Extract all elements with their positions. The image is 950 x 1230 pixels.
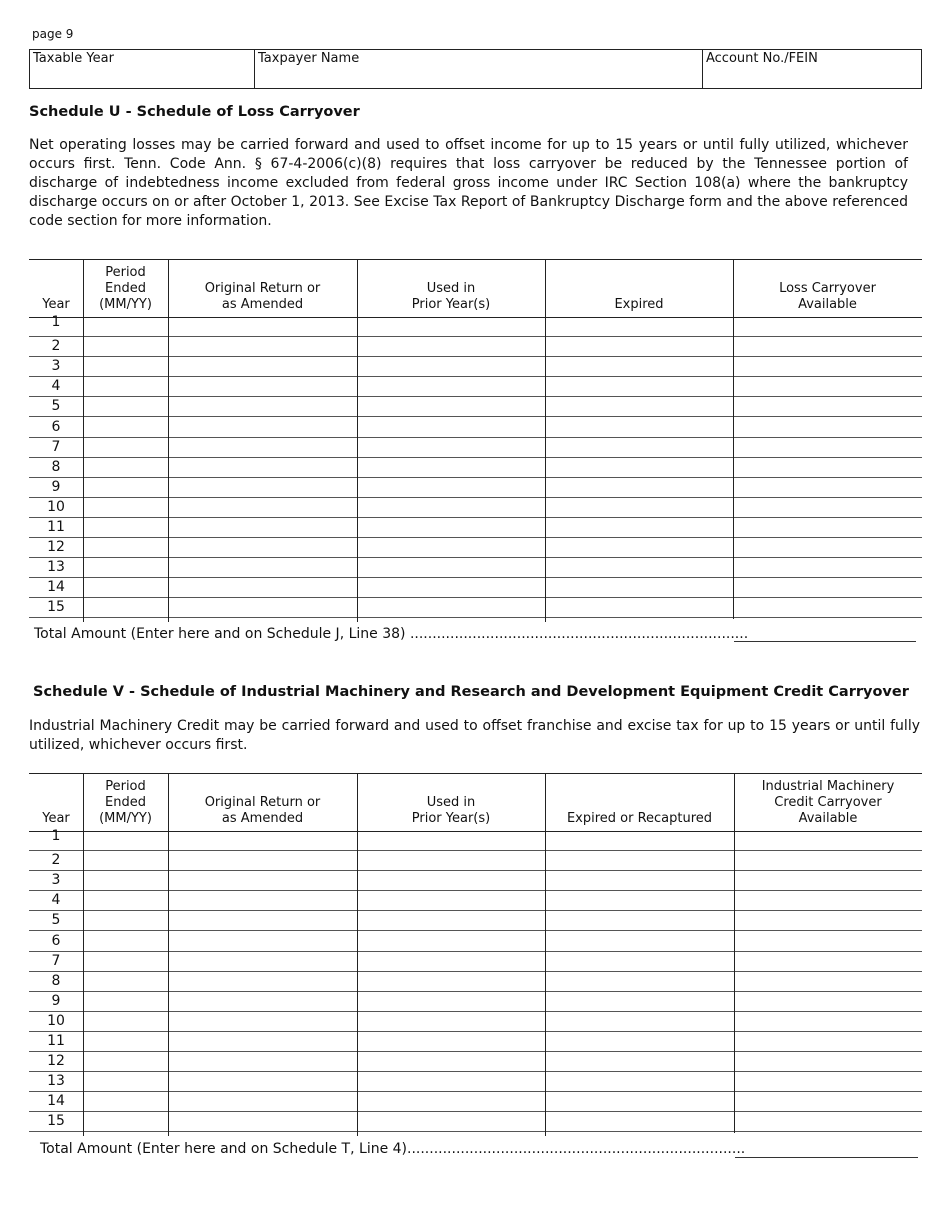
year-number: 7: [51, 952, 61, 969]
column-header-3: Used in Prior Year(s): [411, 795, 491, 826]
year-number: 14: [47, 579, 65, 596]
table-row[interactable]: [29, 498, 922, 518]
column-divider: [733, 259, 734, 619]
column-divider: [168, 773, 169, 1136]
table-row[interactable]: [29, 891, 922, 911]
table-row[interactable]: [29, 518, 922, 538]
year-number: 13: [47, 559, 65, 576]
table-row[interactable]: [29, 1072, 922, 1092]
taxpayer-name-label: Taxpayer Name: [258, 51, 360, 66]
account-no-label: Account No./FEIN: [706, 51, 818, 66]
schedule-v-title: Schedule V - Schedule of Industrial Machinery and Research and Development Equipment Credit Carryover: [33, 684, 909, 700]
table-header-row: [29, 259, 922, 318]
account-no-field[interactable]: [703, 50, 921, 88]
year-number: 15: [47, 599, 65, 616]
table-row[interactable]: [29, 478, 922, 498]
column-divider: [734, 773, 735, 1133]
column-header-2: Original Return or as Amended: [204, 281, 321, 312]
year-number: 13: [47, 1073, 65, 1090]
year-number: 4: [51, 378, 61, 395]
table-row[interactable]: [29, 1112, 922, 1132]
year-number: 3: [51, 872, 61, 889]
column-header-4: Expired or Recaptured: [566, 811, 713, 826]
year-number: 9: [51, 478, 61, 495]
column-divider: [545, 259, 546, 622]
column-divider: [357, 773, 358, 1136]
table-row[interactable]: [29, 972, 922, 992]
schedule-u-title: Schedule U - Schedule of Loss Carryover: [29, 104, 360, 120]
schedule-u-table: [29, 259, 922, 621]
column-header-2: Original Return or as Amended: [204, 795, 321, 826]
table-row[interactable]: [29, 397, 922, 417]
table-row[interactable]: [29, 1012, 922, 1032]
column-header-0: Year: [42, 297, 70, 312]
year-number: 1: [51, 828, 61, 844]
schedule-u-total-label: Total Amount (Enter here and on Schedule J, Line 38) ............................................................................: [34, 626, 749, 642]
year-number: 11: [47, 1033, 65, 1049]
year-number: 5: [51, 912, 61, 929]
table-row[interactable]: [29, 458, 922, 478]
year-number: 6: [51, 932, 61, 949]
year-number: 2: [51, 852, 61, 869]
table-row[interactable]: [29, 357, 922, 377]
column-divider: [83, 773, 84, 1136]
year-number: 9: [51, 992, 61, 1009]
table-row[interactable]: [29, 314, 922, 337]
year-number: 4: [51, 892, 61, 909]
column-header-5: Loss Carryover Available: [779, 281, 876, 312]
column-header-4: Expired: [614, 297, 664, 312]
year-number: 8: [51, 972, 61, 989]
column-header-0: Year: [42, 811, 70, 826]
schedule-u-description: Net operating losses may be carried forward and used to offset income for up to 15 years or until fully utilized, whichever occurs first. Tenn. Code Ann. § 67-4-2006(c)(8) requires that loss carryover be reduced by the Tennessee portion of discharge of indebtedness income excluded from federal gross income under IRC Section 108(a) where the bankruptcy discharge occurs on or after October 1, 2013. See Excise Tax Report of Bankruptcy Discharge form and the above referenced code section for more information.: [29, 137, 908, 229]
table-header-row: [29, 773, 922, 832]
table-row[interactable]: [29, 418, 922, 438]
table-row[interactable]: [29, 992, 922, 1012]
column-divider: [545, 773, 546, 1136]
year-number: 6: [51, 418, 61, 435]
taxpayer-name-field[interactable]: [255, 50, 703, 88]
year-number: 5: [51, 398, 61, 415]
table-row[interactable]: [29, 337, 922, 357]
table-row[interactable]: [29, 871, 922, 891]
header-fields: [29, 49, 922, 89]
table-row[interactable]: [29, 851, 922, 871]
table-row[interactable]: [29, 578, 922, 598]
column-divider: [357, 259, 358, 622]
column-header-1: Period Ended (MM/YY): [99, 265, 152, 312]
year-number: 10: [47, 498, 65, 515]
column-divider: [83, 259, 84, 622]
table-row[interactable]: [29, 1092, 922, 1112]
table-row[interactable]: [29, 1052, 922, 1072]
table-row[interactable]: [29, 932, 922, 952]
taxable-year-field[interactable]: [30, 50, 255, 88]
column-header-5: Industrial Machinery Credit Carryover Available: [761, 779, 895, 826]
year-number: 10: [47, 1012, 65, 1029]
column-header-3: Used in Prior Year(s): [411, 281, 491, 312]
column-header-1: Period Ended (MM/YY): [99, 779, 152, 826]
table-row[interactable]: [29, 911, 922, 931]
schedule-v-description: Industrial Machinery Credit may be carried forward and used to offset franchise and excise tax for up to 15 years or until fully utilized, whichever occurs first.: [29, 718, 920, 753]
table-row[interactable]: [29, 538, 922, 558]
year-number: 2: [51, 338, 61, 355]
column-divider: [168, 259, 169, 622]
page-number: page 9: [32, 27, 74, 41]
year-number: 3: [51, 358, 61, 375]
year-number: 14: [47, 1093, 65, 1110]
table-row[interactable]: [29, 828, 922, 851]
schedule-v-total-label: Total Amount (Enter here and on Schedule T, Line 4)............................................................................: [40, 1141, 746, 1157]
table-row[interactable]: [29, 558, 922, 578]
year-number: 15: [47, 1113, 65, 1130]
schedule-v-table: [29, 773, 922, 1135]
table-row[interactable]: [29, 377, 922, 397]
taxable-year-label: Taxable Year: [33, 51, 114, 66]
table-row[interactable]: [29, 952, 922, 972]
year-number: 11: [47, 519, 65, 535]
table-row[interactable]: [29, 1032, 922, 1052]
table-row[interactable]: [29, 598, 922, 618]
year-number: 12: [47, 1053, 65, 1070]
year-number: 7: [51, 438, 61, 455]
schedule-u-total-field[interactable]: [734, 641, 916, 642]
year-number: 8: [51, 458, 61, 475]
year-number: 1: [51, 314, 61, 330]
year-number: 12: [47, 539, 65, 556]
table-row[interactable]: [29, 438, 922, 458]
schedule-v-total-field[interactable]: [735, 1157, 918, 1158]
